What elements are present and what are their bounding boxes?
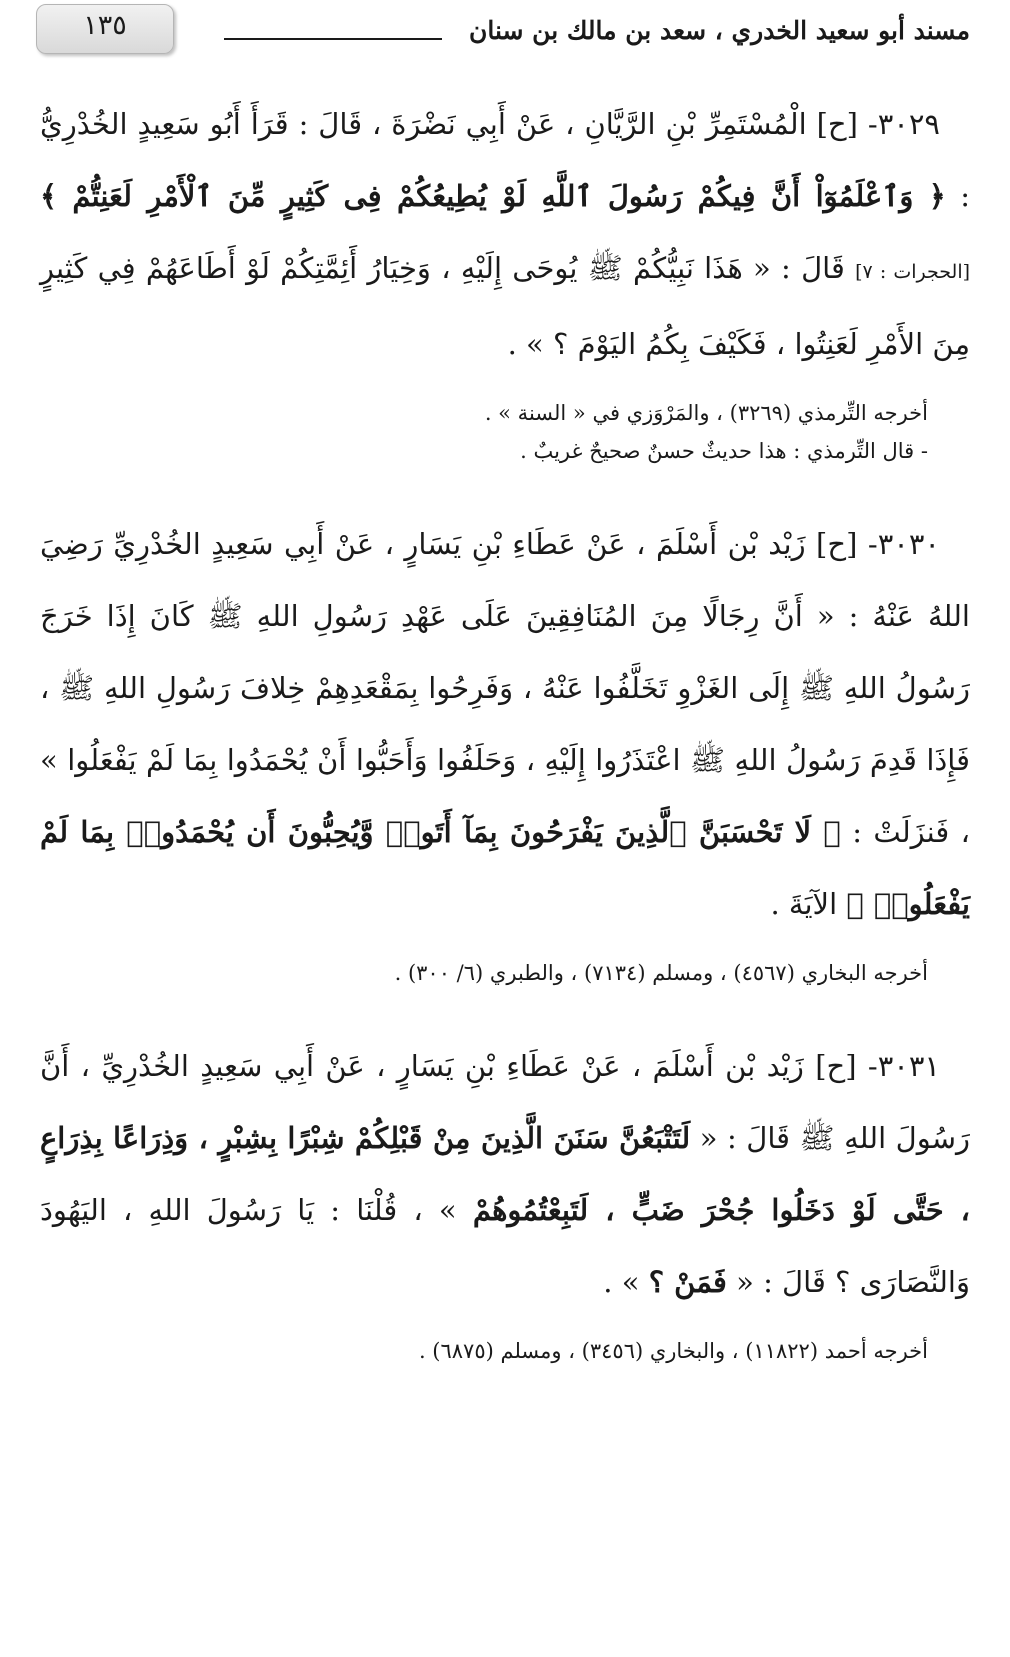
takhrij-note: - قال التِّرمذي : هذا حديثٌ حسنٌ صحيحٌ غريبٌ . (520, 439, 928, 463)
hadith-text: » ، قُلْنَا : يَا رَسُولَ اللهِ ، اليَهُودَ وَالنَّصَارَى ؟ قَالَ : « (40, 1193, 970, 1299)
takhrij-note: أخرجه البخاري (٤٥٦٧) ، ومسلم (٧١٣٤) ، والطبري (٦/ ٣٠٠) . (394, 961, 928, 985)
quran-reference: [الحجرات : ٧] (855, 261, 971, 283)
page-number: ١٣٥ (83, 10, 127, 41)
hadith-number: ٣٠٣١- (867, 1049, 940, 1083)
hadith-3031 (40, 1030, 970, 1318)
page-header (36, 0, 970, 62)
running-title: مسند أبو سعيد الخدري ، سعد بن مالك بن سنان (469, 16, 970, 45)
quran-verse: ﴿ لَا تَحْسَبَنَّ ٱلَّذِينَ يَفْرَحُونَ بِمَآ أَتَوا۟ وَّيُحِبُّونَ أَن يُحْمَدُوا۟ بِمَا لَمْ يَفْعَلُوا۟ ﴾ (40, 815, 970, 921)
hadith-3030 (40, 508, 970, 940)
prophetic-saying: فَمَنْ ؟ (648, 1265, 727, 1299)
takhrij-note: أخرجه أحمد (١١٨٢٢) ، والبخاري (٣٤٥٦) ، ومسلم (٦٨٧٥) . (418, 1339, 928, 1363)
page-number-tab (36, 4, 174, 54)
hadith-number: ٣٠٣٠- (867, 527, 940, 561)
hadith-text: » . (603, 1265, 640, 1299)
hadith-text: قَالَ : « هَذَا نَبِيُّكُمْ ﷺ يُوحَى إِلَيْهِ ، وَخِيَارُ أَئِمَّتِكُمْ لَوْ أَطَاعَهُمْ فِي كَثِيرٍ مِنَ الأَمْرِ لَعَنِتُوا ، فَكَيْفَ بِكُمُ اليَوْمَ ؟ » . (40, 251, 970, 361)
hadith-number: ٣٠٢٩- (867, 107, 940, 141)
hadith-text: [ح] زَيْد بْن أَسْلَمَ ، عَنْ عَطَاءِ بْنِ يَسَارٍ ، عَنْ أَبِي سَعِيدٍ الخُدْرِيِّ ، أَنَّ رَسُولَ اللهِ ﷺ قَالَ : « (40, 1049, 970, 1155)
quran-verse: ﴿ وَٱعْلَمُوٓاْ أَنَّ فِيكُمْ رَسُولَ ٱللَّهِ لَوْ يُطِيعُكُمْ فِى كَثِيرٍ مِّنَ ٱلْأَمْرِ لَعَنِتُّمْ ﴾ (40, 179, 946, 213)
hadith-3029 (40, 88, 970, 380)
takhrij-note: أخرجه التِّرمذي (٣٢٦٩) ، والمَرْوَزي في « السنة » . (484, 401, 928, 425)
hadith-text: الآيَةَ . (770, 887, 838, 921)
prophetic-saying: لَتَتْبَعُنَّ سَنَنَ الَّذِينَ مِنْ قَبْلِكُمْ شِبْرًا بِشِبْرٍ ، وَذِرَاعًا بِذِرَاعٍ ، حَتَّى لَوْ دَخَلُوا جُحْرَ ضَبٍّ ، لَتَبِعْتُمُوهُمْ (40, 1121, 970, 1227)
header-rule (224, 38, 442, 40)
hadith-text: [ح] زَيْد بْن أَسْلَمَ ، عَنْ عَطَاءِ بْنِ يَسَارٍ ، عَنْ أَبِي سَعِيدٍ الخُدْرِيِّ رَضِيَ اللهُ عَنْهُ : « أَنَّ رِجَالًا مِنَ المُنَافِقِينَ عَلَى عَهْدِ رَسُولِ اللهِ ﷺ كَانَ إِذَا خَرَجَ رَسُولُ اللهِ ﷺ إِلَى الغَزْوِ تَخَلَّفُوا عَنْهُ ، وَفَرِحُوا بِمَقْعَدِهِمْ خِلافَ رَسُولِ اللهِ ﷺ ، فَإِذَا قَدِمَ رَسُولُ اللهِ ﷺ اعْتَذَرُوا إِلَيْهِ ، وَحَلَفُوا وَأَحَبُّوا أَنْ يُحْمَدُوا بِمَا لَمْ يَفْعَلُوا » ، فَنزَلَتْ : (40, 527, 971, 849)
hadith-text: [ح] الْمُسْتَمِرِّ بْنِ الرَّيَّانِ ، عَنْ أَبِي نَضْرَةَ ، قَالَ : قَرَأَ أَبُو سَعِيدٍ الخُدْرِيُّ : (40, 107, 971, 213)
page-content (40, 88, 970, 1370)
